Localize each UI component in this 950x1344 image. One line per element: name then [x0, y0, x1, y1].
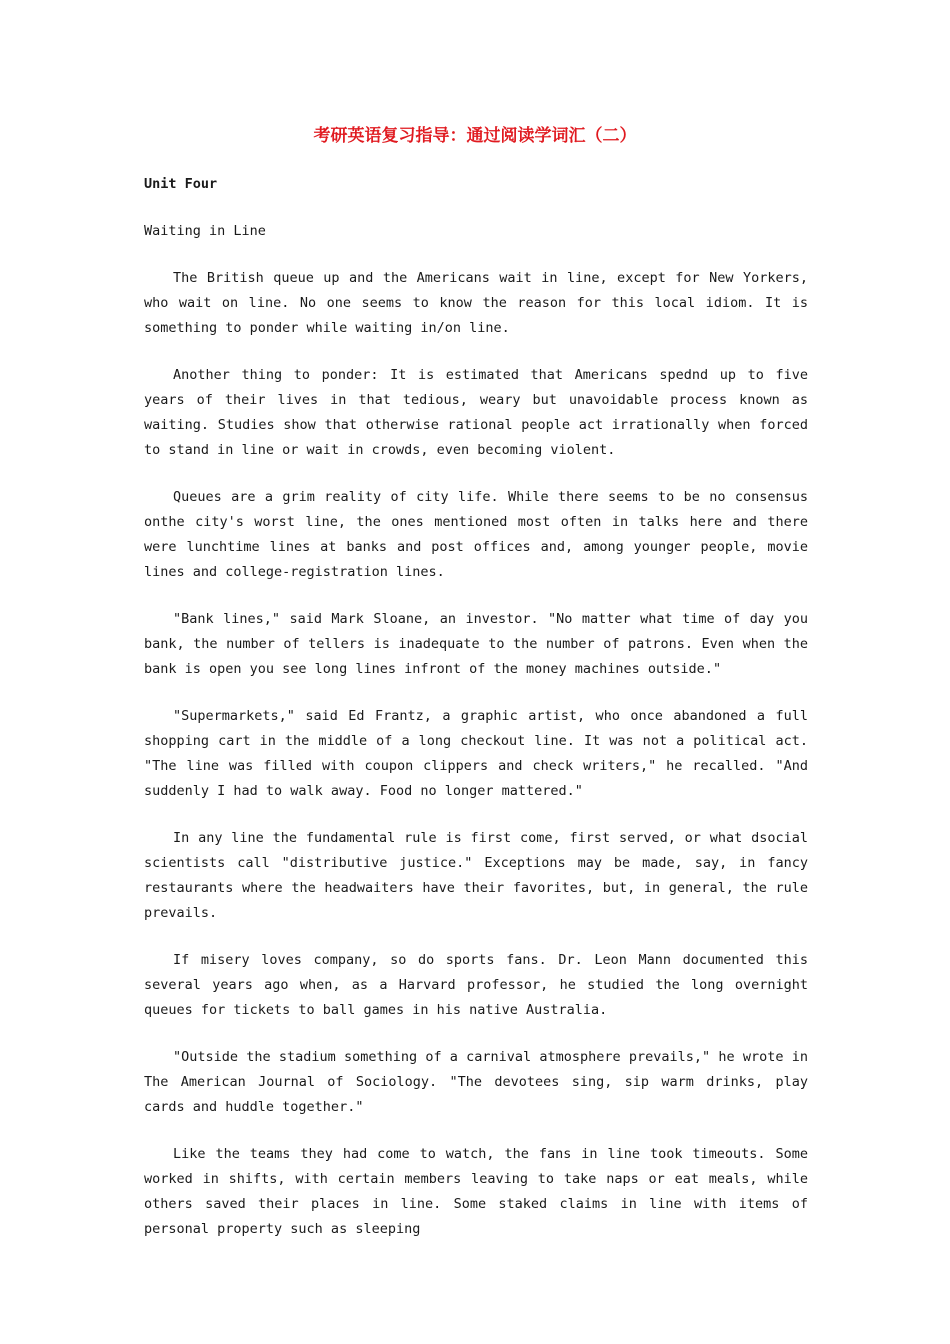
paragraph: "Supermarkets," said Ed Frantz, a graphic artist, who once abandoned a full shopping cart in the middle of a long checkout line. It was not a political act. "The line was filled with coupon clippers and check writers," he recalled. "And suddenly I had to walk away. Food no longer mattered.": [144, 708, 808, 799]
document-body: [144, 172, 808, 1264]
paragraph: "Bank lines," said Mark Sloane, an investor. "No matter what time of day you bank, the number of tellers is inadequate to the number of patrons. Even when the bank is open you see long lines infront of the money machines outside.": [144, 611, 808, 677]
article-title: Waiting in Line: [144, 223, 266, 239]
unit-heading: Unit Four: [144, 176, 218, 192]
paragraph: "Outside the stadium something of a carnival atmosphere prevails," he wrote in The American Journal of Sociology. "The devotees sing, sip warm drinks, play cards and huddle together.": [144, 1049, 808, 1115]
paragraph: Queues are a grim reality of city life. While there seems to be no consensus onthe city's worst line, the ones mentioned most often in talks here and there were lunchtime lines at banks and post offices and, among younger people, movie lines and college-registration lines.: [144, 489, 808, 580]
document-title: 考研英语复习指导：通过阅读学词汇（二）: [313, 126, 637, 146]
paragraph: If misery loves company, so do sports fans. Dr. Leon Mann documented this several years ago when, as a Harvard professor, he studied the long overnight queues for tickets to ball games in his native Australia.: [144, 952, 808, 1018]
paragraph: The British queue up and the Americans wait in line, except for New Yorkers, who wait on line. No one seems to know the reason for this local idiom. It is something to ponder while waiting in/on line.: [144, 270, 808, 336]
paragraph: Like the teams they had come to watch, the fans in line took timeouts. Some worked in shifts, with certain members leaving to take naps or eat meals, while others saved their places in line. Some staked claims in line with items of personal property such as sleeping: [144, 1146, 808, 1237]
paragraph: Another thing to ponder: It is estimated that Americans spednd up to five years of their lives in that tedious, weary but unavoidable process known as waiting. Studies show that otherwise rational people act irrationally when forced to stand in line or wait in crowds, even becoming violent.: [144, 367, 808, 458]
paragraph: In any line the fundamental rule is first come, first served, or what dsocial scientists call "distributive justice." Exceptions may be made, say, in fancy restaurants where the headwaiters have their favorites, but, in general, the rule prevails.: [144, 830, 808, 921]
